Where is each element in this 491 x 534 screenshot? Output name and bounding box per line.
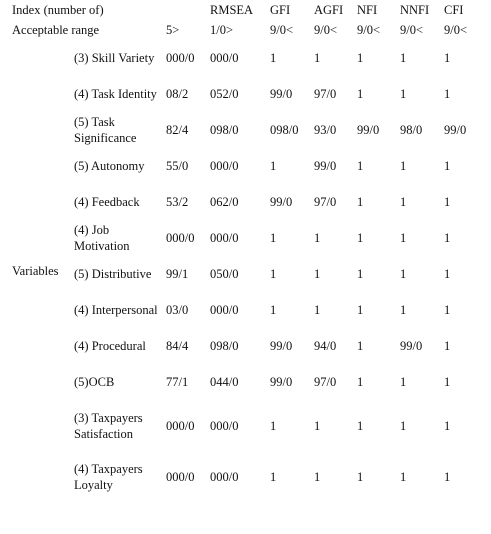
variable-label: (3) Skill Variety [74, 51, 155, 65]
acceptable-value: 9/0< [444, 23, 468, 37]
acceptable-range-label: Acceptable range [12, 23, 100, 37]
table-cell: 1 [314, 267, 321, 281]
table-cell: 000/0 [210, 418, 239, 433]
table-cell: 1 [314, 231, 321, 245]
table-cell: 1 [357, 195, 364, 209]
table-cell: 1 [357, 159, 364, 173]
table-cell: 098/0 [210, 123, 239, 137]
table-row [0, 256, 491, 292]
table-cell: 1 [270, 231, 277, 245]
table-cell: 000/0 [166, 469, 195, 484]
table-cell: 1 [270, 51, 277, 65]
table-row [0, 328, 491, 364]
table-cell: 000/0 [210, 303, 239, 317]
table-cell: 1 [314, 51, 321, 65]
table-cell: 77/1 [166, 375, 189, 389]
table-cell: 1 [357, 469, 364, 484]
table-cell: 1 [444, 339, 451, 353]
variable-label: (4) Feedback [74, 195, 140, 209]
variable-label: (5) Distributive [74, 267, 152, 281]
table-cell: 1 [270, 267, 277, 281]
table-cell: 050/0 [210, 267, 239, 281]
table-cell: 1 [400, 375, 407, 389]
table-row [0, 76, 491, 112]
table-row [0, 451, 491, 502]
header-row [0, 0, 491, 20]
table-cell: 99/0 [270, 375, 293, 389]
table-cell: 000/0 [166, 51, 195, 65]
col-header-agfi: AGFI [314, 3, 344, 17]
table-cell: 000/0 [210, 231, 239, 245]
acceptable-value: 1/0> [210, 23, 234, 37]
table-cell: 93/0 [314, 123, 337, 137]
acceptable-range-row [0, 20, 491, 40]
table-cell: 1 [400, 231, 407, 245]
table-cell: 99/0 [400, 339, 423, 353]
table-cell: 098/0 [210, 339, 239, 353]
table-cell: 1 [444, 418, 451, 433]
table-cell: 1 [400, 159, 407, 173]
table-cell: 1 [270, 469, 277, 484]
variable-label: (5)OCB [74, 375, 115, 389]
variable-label: (4) Job Motivation [74, 223, 130, 253]
acceptable-value: 9/0< [314, 23, 338, 37]
table-row [0, 40, 491, 76]
col-header-nnfi: NNFI [400, 3, 430, 17]
table-cell: 098/0 [270, 123, 299, 137]
table-cell: 1 [357, 267, 364, 281]
table-cell: 1 [270, 418, 277, 433]
table-cell: 1 [444, 195, 451, 209]
table-cell: 99/1 [166, 267, 189, 281]
variable-label: (4) Task Identity [74, 87, 157, 101]
table-cell: 000/0 [210, 159, 239, 173]
table-cell: 1 [314, 418, 321, 433]
table-cell: 97/0 [314, 87, 337, 101]
table-cell: 97/0 [314, 195, 337, 209]
variable-label: (4) Interpersonal [74, 303, 158, 317]
table-cell: 1 [444, 375, 451, 389]
table-row [0, 400, 491, 451]
acceptable-value: 9/0< [400, 23, 424, 37]
table-cell: 53/2 [166, 195, 189, 209]
table-cell: 1 [400, 418, 407, 433]
acceptable-value: 9/0< [357, 23, 381, 37]
table-cell: 1 [357, 231, 364, 245]
table-cell: 000/0 [166, 231, 195, 245]
table-cell: 1 [270, 159, 277, 173]
table-row [0, 292, 491, 328]
table-cell: 1 [314, 303, 321, 317]
table-cell: 1 [444, 231, 451, 245]
table-cell: 1 [357, 375, 364, 389]
table-cell: 1 [270, 303, 277, 317]
table-cell: 1 [357, 339, 364, 353]
table-cell: 82/4 [166, 123, 189, 137]
acceptable-value: 5> [166, 23, 180, 37]
variables-group-label: Variables [12, 264, 59, 278]
table-cell: 1 [400, 267, 407, 281]
table-cell: 84/4 [166, 339, 189, 353]
table-cell: 99/0 [270, 195, 293, 209]
table-cell: 1 [400, 469, 407, 484]
table-cell: 1 [444, 303, 451, 317]
table-row [0, 220, 491, 256]
table-cell: 1 [314, 469, 321, 484]
table-cell: 1 [444, 159, 451, 173]
table-cell: 1 [357, 51, 364, 65]
table-row [0, 148, 491, 184]
table-row [0, 184, 491, 220]
table-cell: 55/0 [166, 159, 189, 173]
table-cell: 99/0 [444, 123, 467, 137]
table-cell: 1 [357, 303, 364, 317]
variable-label: (4) Taxpayers Loyalty [74, 461, 143, 492]
acceptable-value: 9/0< [270, 23, 294, 37]
variable-label: (4) Procedural [74, 339, 146, 353]
table-row [0, 112, 491, 148]
table-cell: 044/0 [210, 375, 239, 389]
table-cell: 03/0 [166, 303, 189, 317]
table-cell: 99/0 [357, 123, 380, 137]
table-cell: 1 [357, 87, 364, 101]
col-header-rmsea: RMSEA [210, 3, 254, 17]
variable-label: (5) Autonomy [74, 159, 145, 173]
table-cell: 99/0 [270, 87, 293, 101]
table-cell: 94/0 [314, 339, 337, 353]
table-cell: 98/0 [400, 123, 423, 137]
table-cell: 1 [444, 87, 451, 101]
table-cell: 97/0 [314, 375, 337, 389]
table-cell: 000/0 [210, 51, 239, 65]
table-cell: 052/0 [210, 87, 239, 101]
table-cell: 99/0 [270, 339, 293, 353]
table-cell: 1 [400, 51, 407, 65]
table-cell: 062/0 [210, 195, 239, 209]
index-label: Index (number of) [12, 3, 104, 17]
table-cell: 1 [444, 267, 451, 281]
variable-label: (3) Taxpayers Satisfaction [74, 410, 143, 441]
table-cell: 000/0 [166, 418, 195, 433]
table-cell: 08/2 [166, 87, 189, 101]
table-cell: 000/0 [210, 469, 239, 484]
table-cell: 1 [444, 469, 451, 484]
col-header-nfi: NFI [357, 3, 378, 17]
col-header-gfi: GFI [270, 3, 291, 17]
variable-label: (5) Task Significance [74, 115, 137, 145]
table-cell: 1 [400, 303, 407, 317]
table-cell: 99/0 [314, 159, 337, 173]
table-cell: 1 [357, 418, 364, 433]
table-cell: 1 [400, 87, 407, 101]
col-header-cfi: CFI [444, 3, 464, 17]
table-cell: 1 [400, 195, 407, 209]
table-cell: 1 [444, 51, 451, 65]
table-row [0, 364, 491, 400]
